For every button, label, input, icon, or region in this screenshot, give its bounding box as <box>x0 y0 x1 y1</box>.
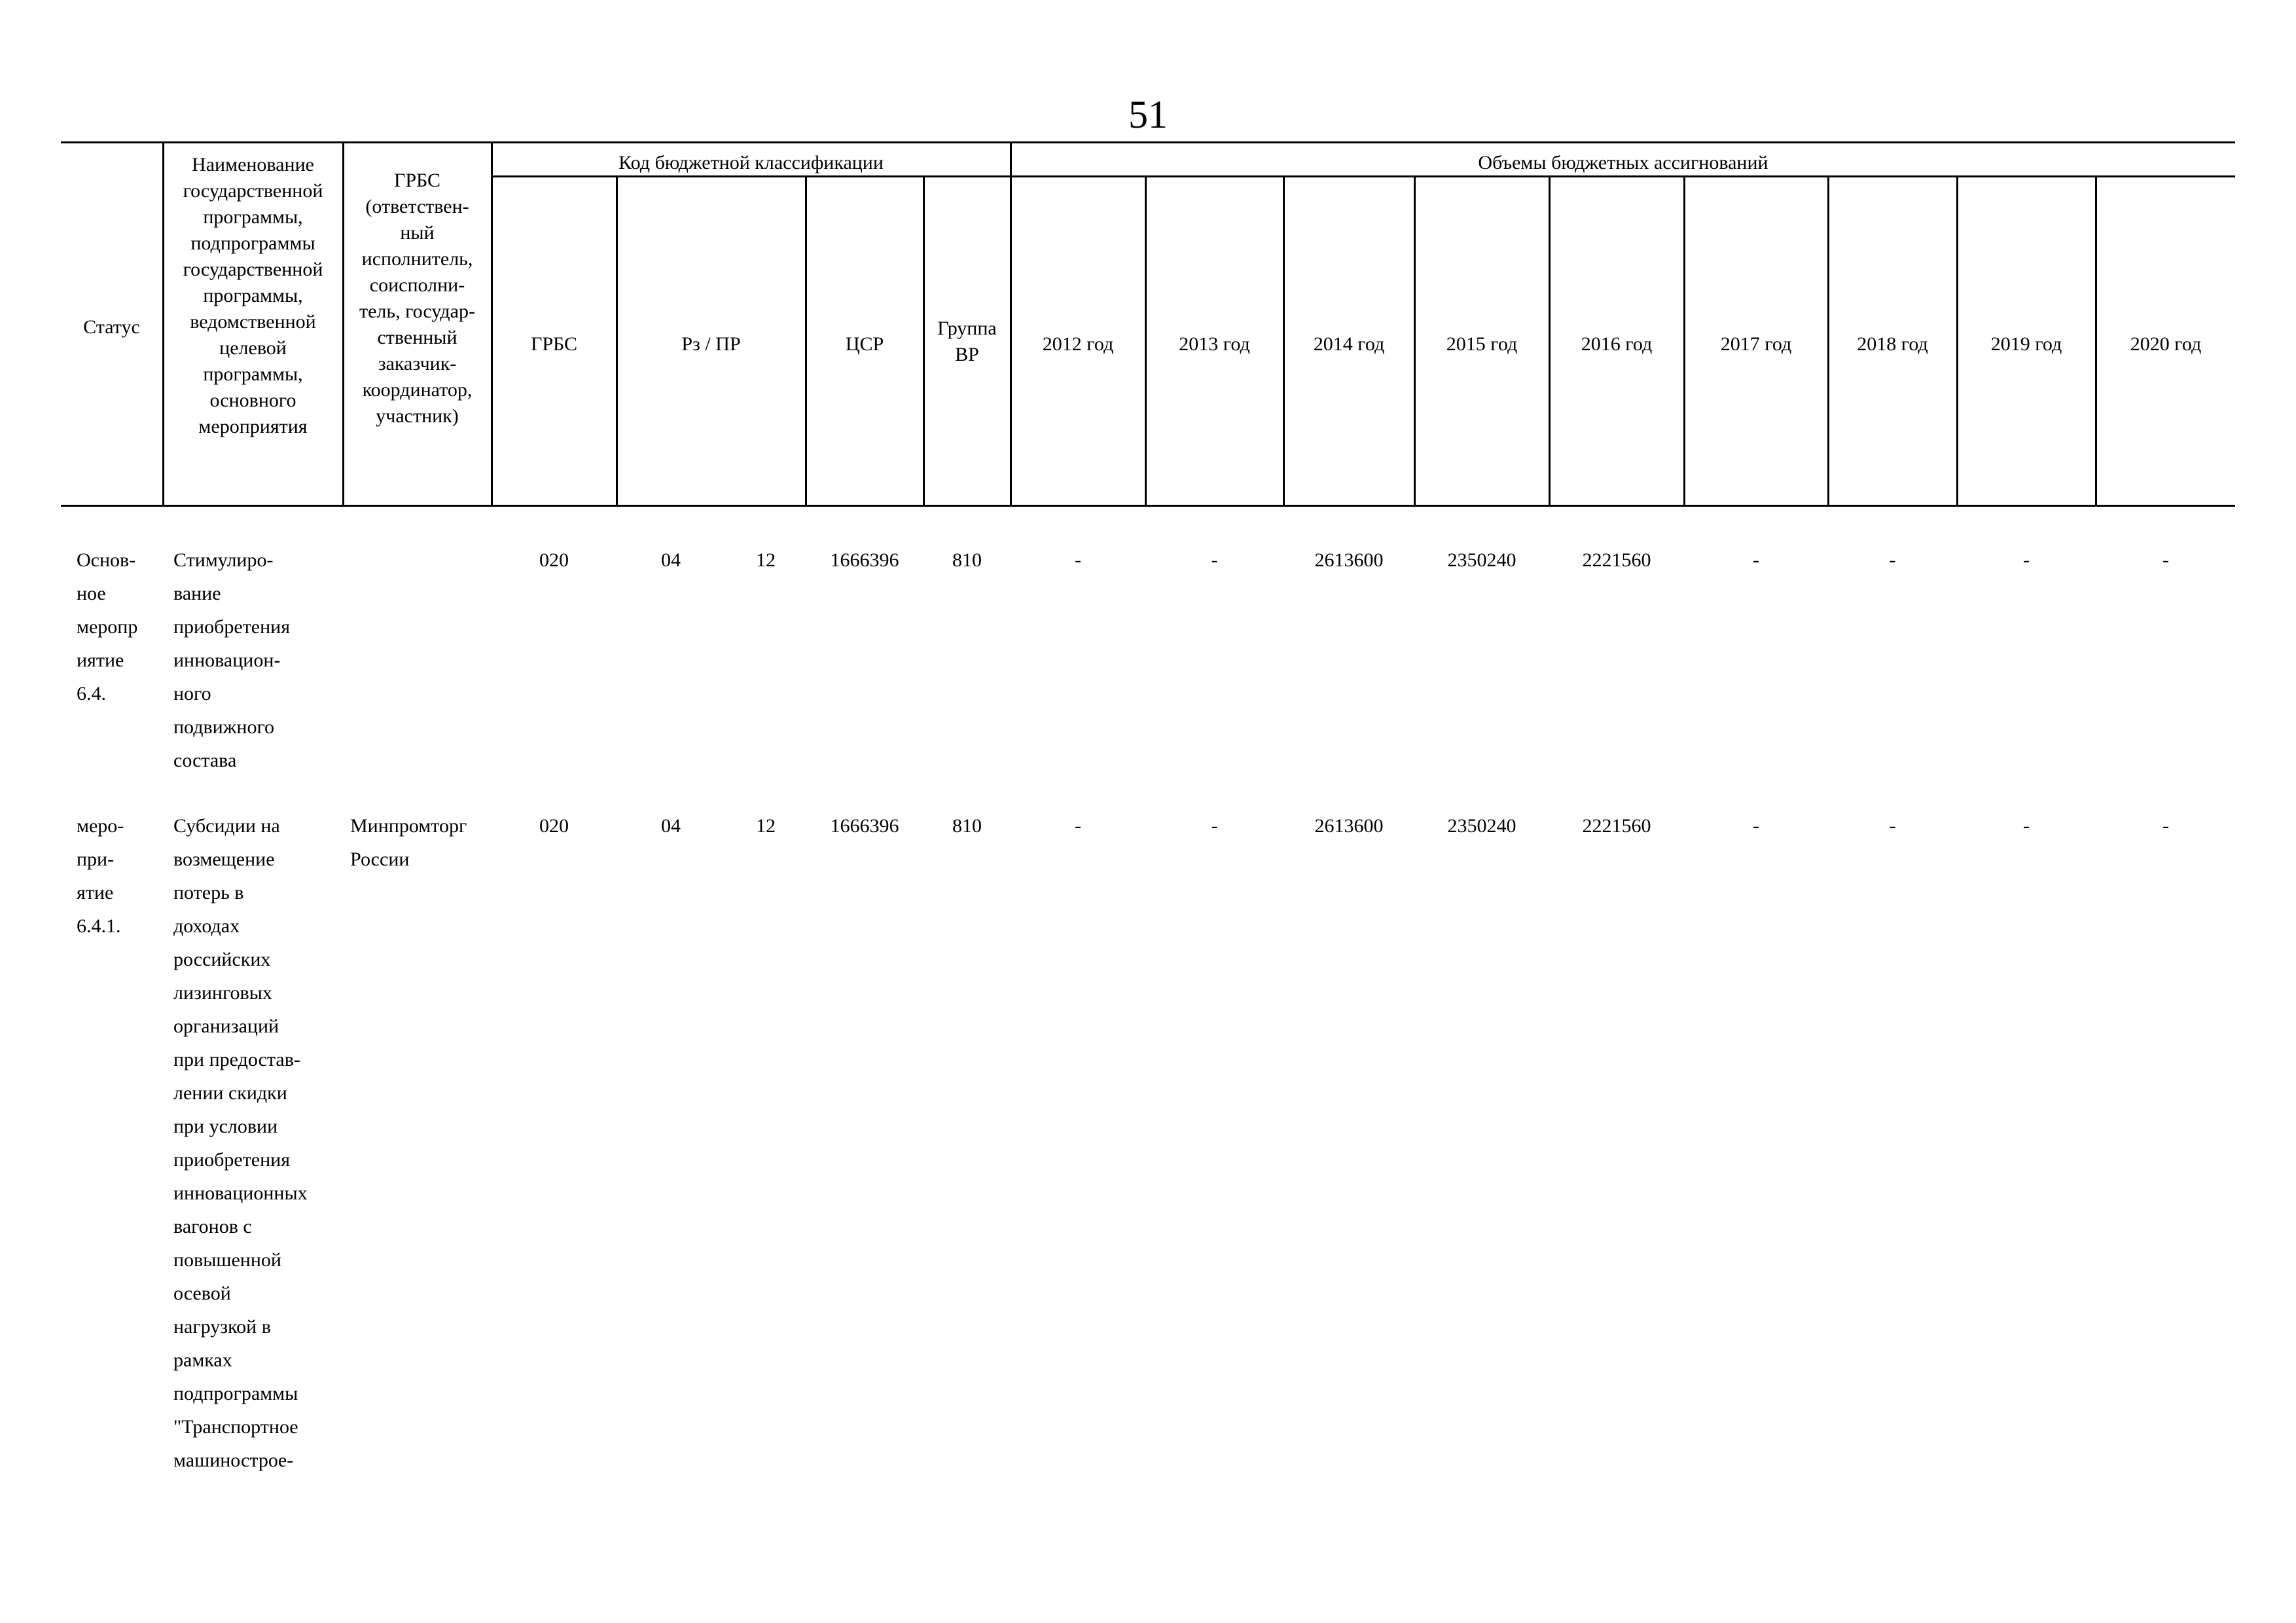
row-value-2013: - <box>1211 815 1218 837</box>
row-value-2018: - <box>1889 815 1896 837</box>
row-value-2018: - <box>1889 549 1896 571</box>
row-value-2014: 2613600 <box>1314 549 1384 571</box>
row-value-2020: - <box>2162 815 2169 837</box>
row-value-2017: - <box>1753 549 1759 571</box>
row-value-2017: - <box>1753 815 1759 837</box>
header-year-2017: 2017 год <box>1720 333 1792 355</box>
row-status: Основ- ное меропр иятие 6.4. <box>77 549 138 704</box>
row-value-2012: - <box>1075 549 1081 571</box>
row-name: Субсидии на возмещение потерь в доходах российских лизинговых организаций при предостав- лении скидки при условии приобретения инновационных вагонов с повышенной осевой нагрузкой в рамках подпрограммы "Транспортное машиностроe- <box>173 815 308 1471</box>
row-rz: 04 <box>661 549 681 571</box>
row-value-2019: - <box>2023 815 2030 837</box>
row-csr: 1666396 <box>830 549 899 571</box>
row-pr: 12 <box>756 549 776 571</box>
header-col-vr: Группа ВР <box>937 318 997 365</box>
row-status: меро- при- ятие 6.4.1. <box>77 815 124 937</box>
row-value-2013: - <box>1211 549 1218 571</box>
row-value-2020: - <box>2162 549 2169 571</box>
row-value-2019: - <box>2023 549 2030 571</box>
row-name: Стимулиро- вание приобретения инновацион- ного подвижного состава <box>173 549 291 771</box>
row-rz: 04 <box>661 815 681 837</box>
header-grbs-responsible: ГРБС (ответствен- ный исполнитель, соисполни- тель, государ- ственный заказчик- координатор, участник) <box>359 170 475 427</box>
header-status: Статус <box>83 316 140 338</box>
header-year-2016: 2016 год <box>1581 333 1653 355</box>
header-year-2019: 2019 год <box>1990 333 2062 355</box>
header-budget-volumes: Объемы бюджетных ассигнований <box>1478 152 1768 173</box>
header-col-grbs: ГРБС <box>530 333 578 355</box>
page-number: 51 <box>1128 93 1168 136</box>
row-value-2012: - <box>1075 815 1081 837</box>
header-year-2020: 2020 год <box>2130 333 2202 355</box>
row-value-2016: 2221560 <box>1582 815 1651 837</box>
row-value-2015: 2350240 <box>1447 815 1516 837</box>
row-executor: Минпромторг России <box>350 815 467 870</box>
header-year-2018: 2018 год <box>1857 333 1928 355</box>
row-pr: 12 <box>756 815 776 837</box>
header-year-2012: 2012 год <box>1042 333 1114 355</box>
header-year-2013: 2013 год <box>1179 333 1250 355</box>
header-col-rz-pr: Рз / ПР <box>681 333 741 355</box>
row-value-2015: 2350240 <box>1447 549 1516 571</box>
header-year-2014: 2014 год <box>1313 333 1385 355</box>
row-csr: 1666396 <box>830 815 899 837</box>
row-grbs: 020 <box>539 549 569 571</box>
header-program-name: Наименование государственной программы, подпрограммы государственной программы, ведомственной целевой программы, основного мероприятия <box>183 154 323 437</box>
header-budget-code: Код бюджетной классификации <box>619 152 884 173</box>
row-value-2016: 2221560 <box>1582 549 1651 571</box>
row-vr: 810 <box>952 549 982 571</box>
row-grbs: 020 <box>539 815 569 837</box>
header-year-2015: 2015 год <box>1446 333 1518 355</box>
header-col-csr: ЦСР <box>845 333 884 355</box>
row-value-2014: 2613600 <box>1314 815 1384 837</box>
row-vr: 810 <box>952 815 982 837</box>
